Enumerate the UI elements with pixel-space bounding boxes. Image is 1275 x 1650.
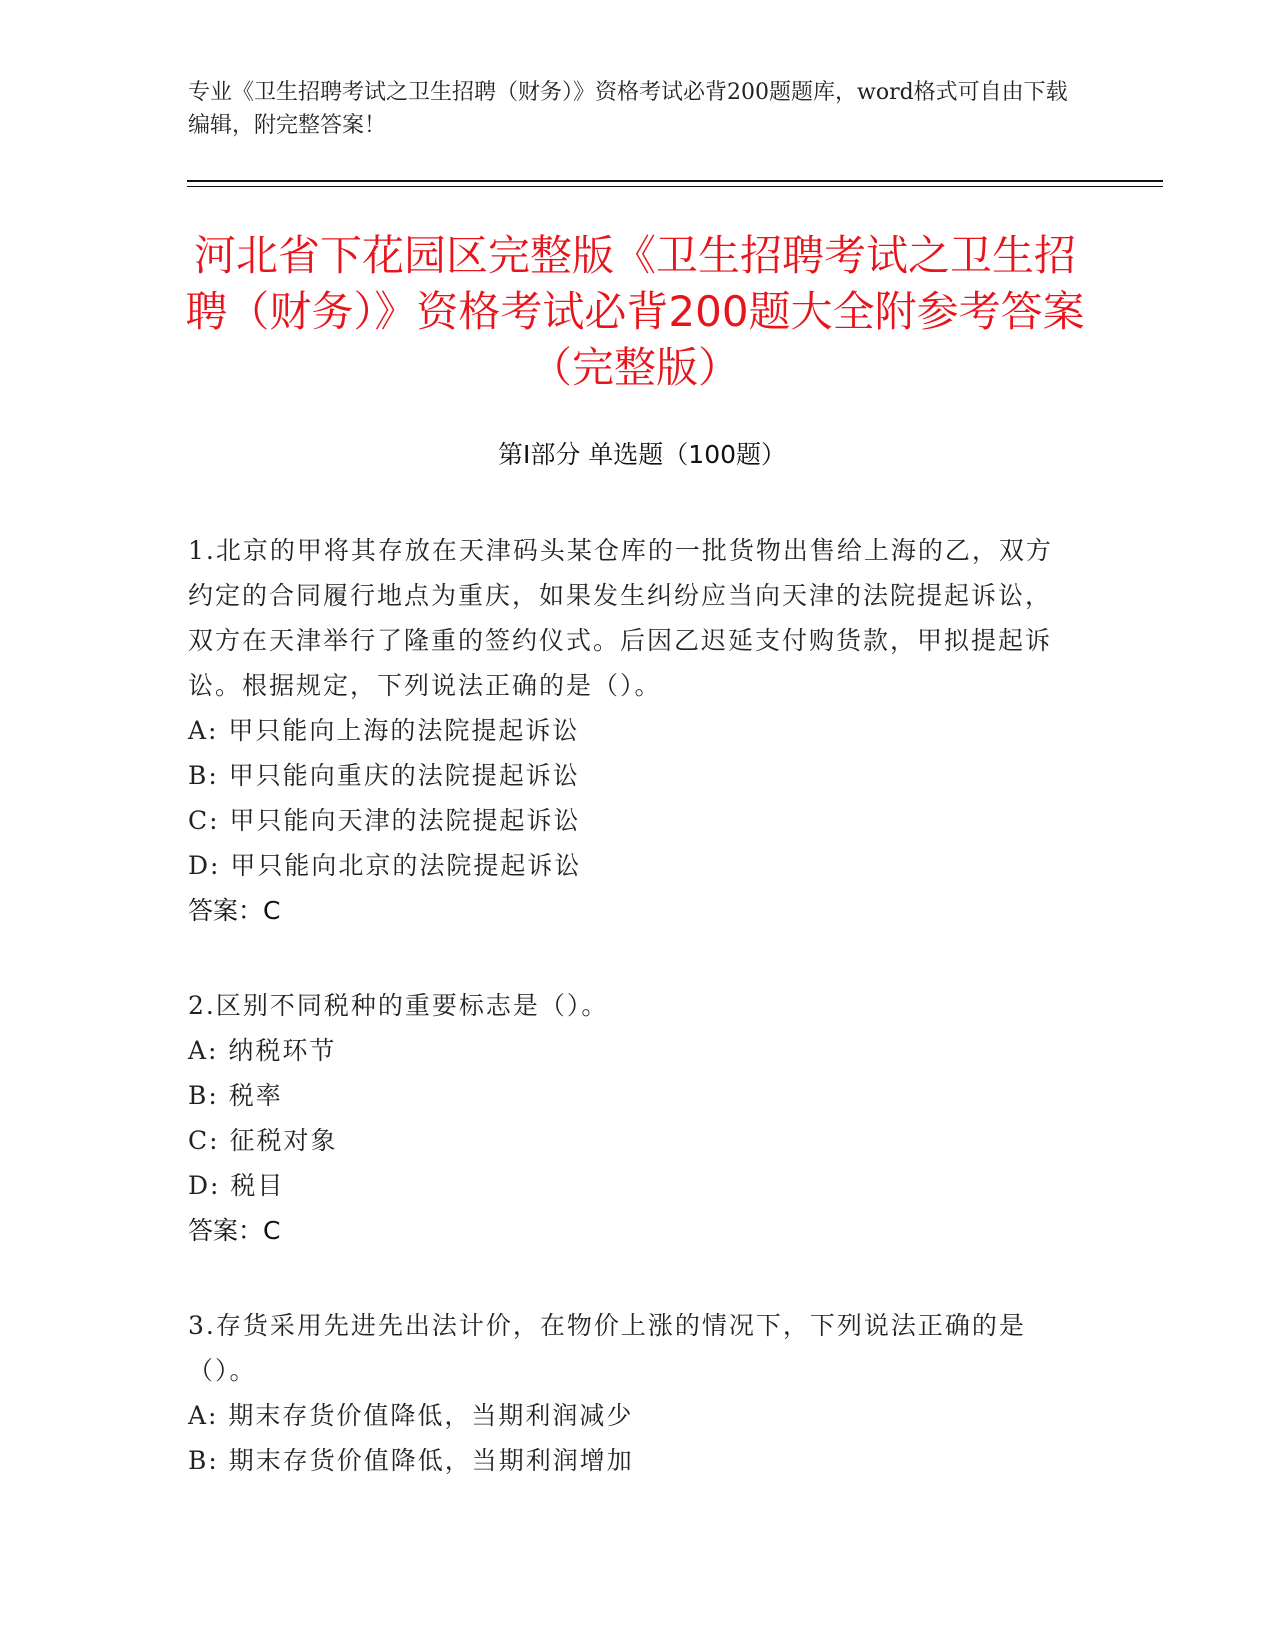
- answer: 答案：C: [188, 896, 281, 925]
- question-1: [188, 528, 1068, 933]
- option-c: C: 征税对象: [188, 1126, 338, 1155]
- question-stem: 3.存货采用先进先出法计价，在物价上涨的情况下，下列说法正确的是（）。: [188, 1311, 1026, 1385]
- option-d: D: 税目: [188, 1171, 285, 1200]
- option-b: B: 甲只能向重庆的法院提起诉讼: [188, 761, 580, 790]
- option-a: A: 纳税环节: [188, 1036, 337, 1065]
- answer: 答案：C: [188, 1216, 281, 1245]
- option-a: A: 甲只能向上海的法院提起诉讼: [188, 716, 580, 745]
- option-a: A: 期末存货价值降低，当期利润减少: [188, 1401, 634, 1430]
- option-b: B: 期末存货价值降低，当期利润增加: [188, 1446, 634, 1475]
- header-divider-thin: [187, 186, 1163, 187]
- option-d: D: 甲只能向北京的法院提起诉讼: [188, 851, 582, 880]
- option-b: B: 税率: [188, 1081, 283, 1110]
- header-divider-thick: [187, 180, 1163, 182]
- question-list: [188, 528, 1068, 1533]
- question-stem: 1.北京的甲将其存放在天津码头某仓库的一批货物出售给上海的乙，双方约定的合同履行地点为重庆，如果发生纠纷应当向天津的法院提起诉讼，双方在天津举行了隆重的签约仪式。后因乙迟延支付购货款，甲拟提起诉讼。根据规定，下列说法正确的是（）。: [188, 536, 1053, 700]
- question-2: [188, 983, 1068, 1253]
- question-3: [188, 1303, 1068, 1483]
- section-heading: 第Ⅰ部分 单选题（100题）: [497, 440, 787, 469]
- question-stem: 2.区别不同税种的重要标志是（）。: [188, 991, 609, 1020]
- header-note: 专业《卫生招聘考试之卫生招聘（财务）》资格考试必背200题题库，word格式可自由下载编辑，附完整答案！: [188, 80, 1068, 138]
- option-c: C: 甲只能向天津的法院提起诉讼: [188, 806, 581, 835]
- document-title: 河北省下花园区完整版《卫生招聘考试之卫生招聘（财务）》资格考试必背200题大全附参考答案（完整版）: [185, 231, 1085, 392]
